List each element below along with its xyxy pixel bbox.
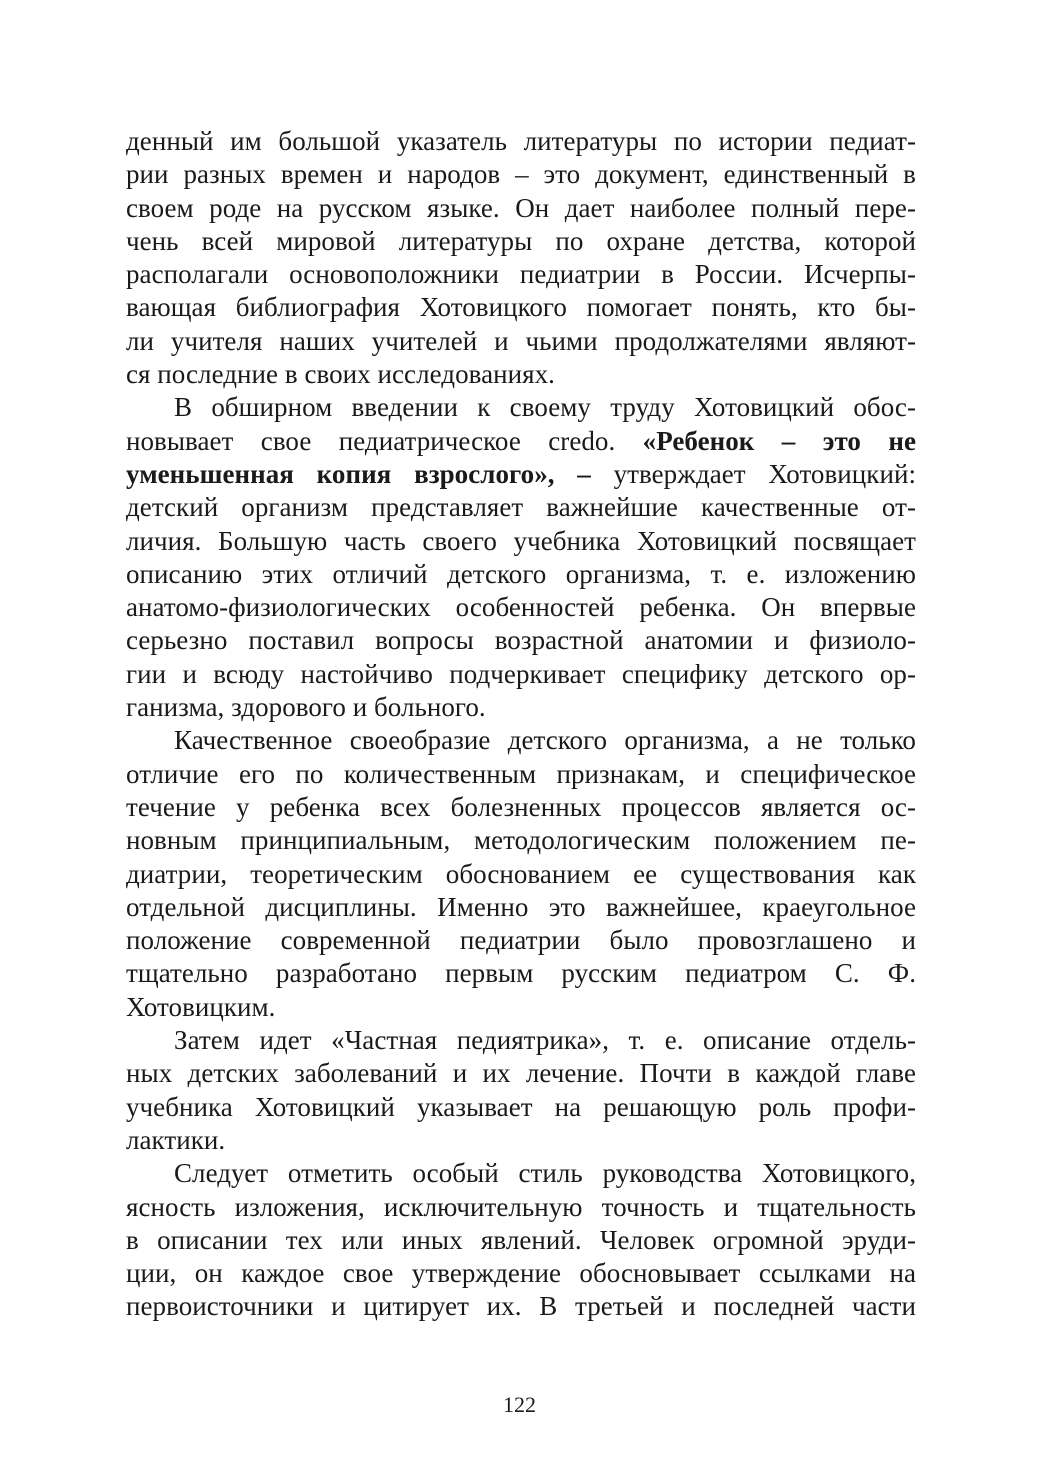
text-line: ных детских заболеваний и их лечение. Почти в каждой главе — [126, 1058, 916, 1089]
text-line: рии разных времен и народов – это документ, единственный в — [126, 159, 916, 190]
text-line: гии и всюду настойчиво подчеркивает специфику детского ор- — [126, 658, 916, 689]
text-run: новывает свое педиатрическое credo. — [126, 425, 643, 456]
text-line: Хотовицким. — [126, 991, 276, 1022]
text-line: Затем идет «Частная педиятрика», т. е. описание отдель- — [174, 1025, 916, 1056]
paragraph-1 — [126, 125, 916, 391]
text-line: учебника Хотовицкий указывает на решающую роль профи- — [126, 1091, 916, 1122]
bold-quote-end: уменьшенная копия взрослого», – — [126, 458, 591, 489]
text-line: Следует отметить особый стиль руководства Хотовицкого, — [174, 1158, 916, 1189]
text-line: ганизма, здорового и больного. — [126, 692, 486, 723]
text-line: лактики. — [126, 1124, 226, 1155]
text-line: отдельной дисциплины. Именно это важнейшее, краеугольное — [126, 891, 916, 922]
text-line: в описании тех или иных явлений. Человек огромной эруди- — [126, 1224, 916, 1255]
text-line: В обширном введении к своему труду Хотовицкий обос- — [174, 392, 916, 423]
paragraph-5 — [126, 1157, 916, 1323]
paragraph-3 — [126, 724, 916, 1024]
text-run: утверждает Хотовицкий: — [590, 458, 916, 489]
text-line: отличие его по количественным признакам, и специфическое — [126, 758, 916, 789]
paragraph-2 — [126, 391, 916, 724]
text-line: положение современной педиатрии было провозглашено и — [126, 925, 916, 956]
text-line: денный им большой указатель литературы по истории педиат- — [126, 126, 916, 156]
text-line: ся последние в своих исследованиях. — [126, 359, 555, 390]
text-line: детский организм представляет важнейшие качественные от- — [126, 492, 916, 523]
paragraph-4 — [126, 1024, 916, 1157]
text-line: своем роде на русском языке. Он дает наиболее полный пере- — [126, 192, 916, 223]
page-number: 122 — [503, 1392, 536, 1417]
text-line: ции, он каждое свое утверждение обосновывает ссылками на — [126, 1258, 916, 1289]
text-line-mixed — [126, 458, 916, 491]
text-line: анатомо-физиологических особенностей ребенка. Он впервые — [126, 592, 916, 623]
text-line: первоисточники и цитирует их. В третьей и последней части — [126, 1291, 916, 1322]
text-line: серьезно поставил вопросы возрастной анатомии и физиоло- — [126, 625, 916, 656]
page-body — [126, 125, 916, 1324]
text-line: Качественное своеобразие детского организма, а не только — [174, 725, 916, 756]
text-line: вающая библиография Хотовицкого помогает понять, кто бы- — [126, 292, 916, 323]
text-line: описанию этих отличий детского организма, т. е. изложению — [126, 558, 916, 589]
text-line: чень всей мировой литературы по охране детства, которой — [126, 225, 916, 256]
text-line: ясность изложения, исключительную точность и тщательность — [126, 1191, 916, 1222]
text-line: тщательно разработано первым русским педиатром С. Ф. — [126, 958, 916, 989]
text-line: располагали основоположники педиатрии в России. Исчерпы- — [126, 259, 916, 290]
text-line: личия. Большую часть своего учебника Хотовицкий посвящает — [126, 525, 916, 556]
bold-quote-start: «Ребенок – это не — [642, 425, 916, 456]
text-line-mixed — [126, 425, 916, 458]
text-line: диатрии, теоретическим обоснованием ее существования как — [126, 858, 916, 889]
text-line: ли учителя наших учителей и чьими продолжателями являют- — [126, 325, 916, 356]
text-line: новным принципиальным, методологическим положением пе- — [126, 825, 916, 856]
text-line: течение у ребенка всех болезненных процессов является ос- — [126, 791, 916, 822]
